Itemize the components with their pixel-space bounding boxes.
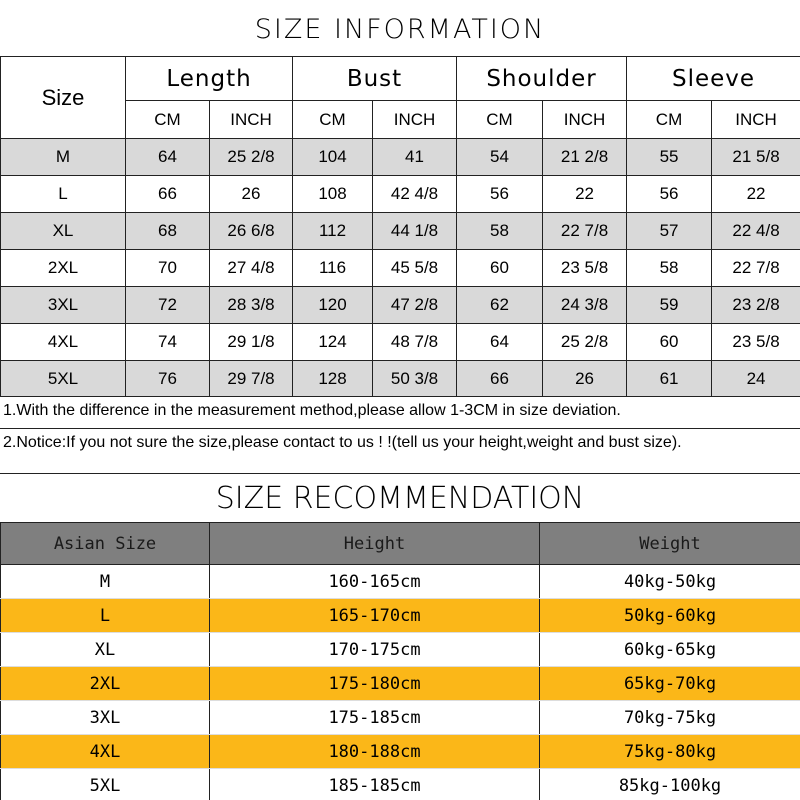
length-cm-cell: 74: [126, 324, 210, 361]
size-cell: L: [1, 176, 126, 213]
shoulder-inch-cell: 24 3/8: [543, 287, 627, 324]
height-header: Height: [210, 523, 540, 565]
size-cell: XL: [1, 213, 126, 250]
unit-header: INCH: [210, 101, 293, 139]
recommendation-row: [1, 769, 800, 800]
sleeve-cm-cell: 59: [627, 287, 712, 324]
sleeve-inch-cell: 21 5/8: [712, 139, 800, 176]
asian-size-cell: 3XL: [1, 701, 210, 735]
note-measurement: 1.With the difference in the measurement method,please allow 1-3CM in size deviation.: [0, 394, 800, 429]
size-cell: 3XL: [1, 287, 126, 324]
shoulder-inch-cell: 23 5/8: [543, 250, 627, 287]
length-inch-cell: 29 1/8: [210, 324, 293, 361]
note-contact: 2.Notice:If you not sure the size,please contact to us ! !(tell us your height,weight and bust size).: [0, 429, 800, 474]
sleeve-cm-cell: 61: [627, 361, 712, 397]
asian-size-cell: 5XL: [1, 769, 210, 800]
bust-cm-cell: 108: [293, 176, 373, 213]
bust-cm-cell: 116: [293, 250, 373, 287]
weight-cell: 75kg-80kg: [540, 735, 800, 769]
bust-cm-cell: 128: [293, 361, 373, 397]
sleeve-cm-cell: 56: [627, 176, 712, 213]
bust-inch-cell: 48 7/8: [373, 324, 457, 361]
recommendation-row: [1, 701, 800, 735]
size-row: [1, 250, 800, 287]
size-row: [1, 139, 800, 176]
recommendation-row: [1, 633, 800, 667]
shoulder-inch-cell: 22: [543, 176, 627, 213]
sleeve-cm-cell: 58: [627, 250, 712, 287]
bust-cm-cell: 104: [293, 139, 373, 176]
size-row: [1, 287, 800, 324]
size-recommendation-title: SIZE RECOMMENDATION: [215, 481, 585, 516]
shoulder-cm-cell: 62: [457, 287, 543, 324]
size-information-table: [0, 56, 800, 397]
length-header: Length: [126, 57, 293, 101]
asian-size-cell: XL: [1, 633, 210, 667]
asian-size-header: Asian Size: [1, 523, 210, 565]
shoulder-cm-cell: 66: [457, 361, 543, 397]
sleeve-cm-cell: 55: [627, 139, 712, 176]
shoulder-cm-cell: 60: [457, 250, 543, 287]
bust-header: Bust: [293, 57, 457, 101]
length-cm-cell: 76: [126, 361, 210, 397]
weight-cell: 85kg-100kg: [540, 769, 800, 800]
sleeve-inch-cell: 22: [712, 176, 800, 213]
weight-cell: 40kg-50kg: [540, 565, 800, 599]
height-cell: 160-165cm: [210, 565, 540, 599]
shoulder-header: Shoulder: [457, 57, 627, 101]
length-cm-cell: 72: [126, 287, 210, 324]
recommendation-row: [1, 667, 800, 701]
length-cm-cell: 66: [126, 176, 210, 213]
sleeve-header: Sleeve: [627, 57, 800, 101]
size-information-title: SIZE INFORMATION: [254, 14, 546, 45]
length-inch-cell: 26 6/8: [210, 213, 293, 250]
recommendation-row: [1, 599, 800, 633]
header-row-groups: [1, 57, 800, 101]
shoulder-inch-cell: 21 2/8: [543, 139, 627, 176]
asian-size-cell: L: [1, 599, 210, 633]
unit-header: INCH: [373, 101, 457, 139]
length-inch-cell: 27 4/8: [210, 250, 293, 287]
height-cell: 175-185cm: [210, 701, 540, 735]
unit-header: CM: [293, 101, 373, 139]
length-cm-cell: 68: [126, 213, 210, 250]
bust-inch-cell: 41: [373, 139, 457, 176]
weight-cell: 50kg-60kg: [540, 599, 800, 633]
recommendation-table-body: [1, 565, 800, 800]
size-cell: 2XL: [1, 250, 126, 287]
notes-section: [0, 394, 800, 474]
height-cell: 165-170cm: [210, 599, 540, 633]
bust-cm-cell: 120: [293, 287, 373, 324]
unit-header: INCH: [712, 101, 800, 139]
size-cell: 5XL: [1, 361, 126, 397]
unit-header: CM: [457, 101, 543, 139]
length-cm-cell: 64: [126, 139, 210, 176]
size-cell: M: [1, 139, 126, 176]
recommendation-header-row: [1, 523, 800, 565]
length-inch-cell: 28 3/8: [210, 287, 293, 324]
weight-cell: 70kg-75kg: [540, 701, 800, 735]
shoulder-inch-cell: 22 7/8: [543, 213, 627, 250]
length-cm-cell: 70: [126, 250, 210, 287]
shoulder-inch-cell: 26: [543, 361, 627, 397]
bust-inch-cell: 44 1/8: [373, 213, 457, 250]
asian-size-cell: M: [1, 565, 210, 599]
bust-inch-cell: 42 4/8: [373, 176, 457, 213]
size-row: [1, 361, 800, 397]
sleeve-cm-cell: 57: [627, 213, 712, 250]
shoulder-cm-cell: 54: [457, 139, 543, 176]
sleeve-inch-cell: 23 5/8: [712, 324, 800, 361]
height-cell: 175-180cm: [210, 667, 540, 701]
size-row: [1, 176, 800, 213]
bust-cm-cell: 124: [293, 324, 373, 361]
length-inch-cell: 29 7/8: [210, 361, 293, 397]
size-table-body: [1, 139, 800, 397]
recommendation-row: [1, 565, 800, 599]
shoulder-cm-cell: 64: [457, 324, 543, 361]
recommendation-row: [1, 735, 800, 769]
bust-inch-cell: 50 3/8: [373, 361, 457, 397]
length-inch-cell: 25 2/8: [210, 139, 293, 176]
size-recommendation-table: [0, 522, 800, 800]
height-cell: 185-185cm: [210, 769, 540, 800]
sleeve-inch-cell: 24: [712, 361, 800, 397]
asian-size-cell: 2XL: [1, 667, 210, 701]
size-row: [1, 324, 800, 361]
weight-header: Weight: [540, 523, 800, 565]
size-row: [1, 213, 800, 250]
unit-header: CM: [126, 101, 210, 139]
asian-size-cell: 4XL: [1, 735, 210, 769]
height-cell: 170-175cm: [210, 633, 540, 667]
weight-cell: 60kg-65kg: [540, 633, 800, 667]
length-inch-cell: 26: [210, 176, 293, 213]
size-column-header: Size: [1, 57, 126, 139]
shoulder-cm-cell: 58: [457, 213, 543, 250]
bust-cm-cell: 112: [293, 213, 373, 250]
shoulder-cm-cell: 56: [457, 176, 543, 213]
height-cell: 180-188cm: [210, 735, 540, 769]
sleeve-inch-cell: 22 4/8: [712, 213, 800, 250]
unit-header: CM: [627, 101, 712, 139]
sleeve-inch-cell: 22 7/8: [712, 250, 800, 287]
bust-inch-cell: 45 5/8: [373, 250, 457, 287]
unit-header: INCH: [543, 101, 627, 139]
weight-cell: 65kg-70kg: [540, 667, 800, 701]
bust-inch-cell: 47 2/8: [373, 287, 457, 324]
sleeve-cm-cell: 60: [627, 324, 712, 361]
sleeve-inch-cell: 23 2/8: [712, 287, 800, 324]
shoulder-inch-cell: 25 2/8: [543, 324, 627, 361]
size-cell: 4XL: [1, 324, 126, 361]
